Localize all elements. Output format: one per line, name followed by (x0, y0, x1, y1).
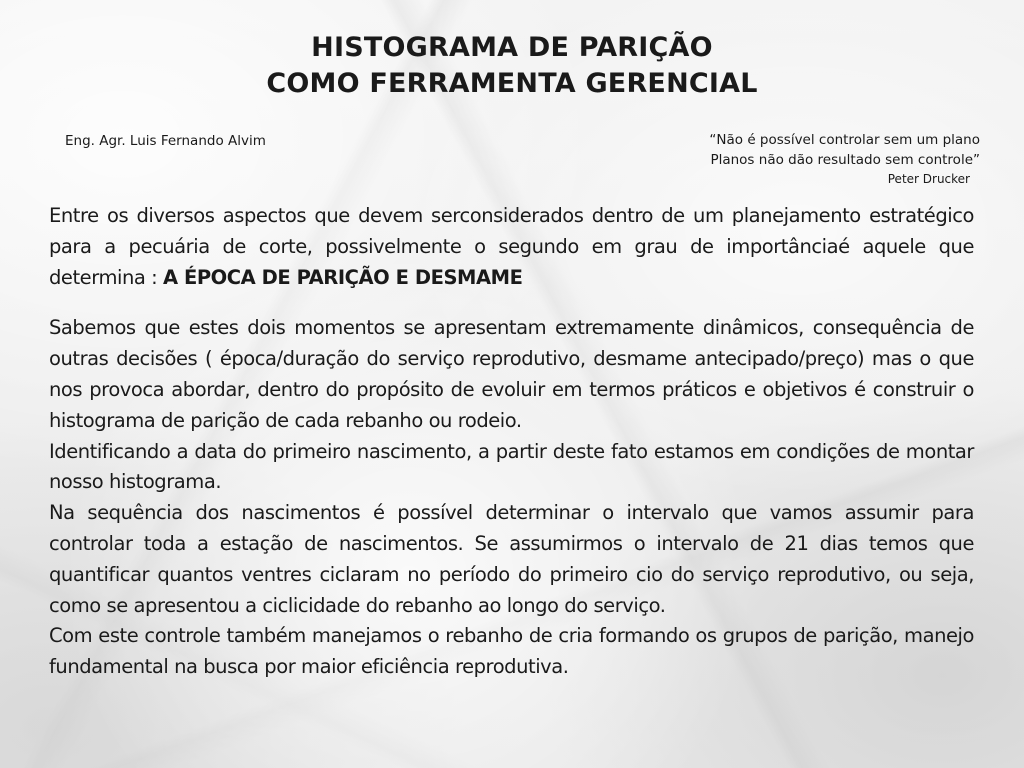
title-line-1: HISTOGRAMA DE PARIÇÃO (311, 32, 713, 63)
quote-line-2: Planos não dão resultado sem controle” (710, 152, 980, 168)
quote-line-1: “Não é possível controlar sem um plano (709, 132, 980, 148)
paragraph-4: Na sequência dos nascimentos é possível determinar o intervalo que vamos assumir para controlar toda a estação de nascimentos. Se assumirmos o intervalo de 21 dias temos que quantificar quantos ventres ciclaram no período do primeiro cio do serviço reprodutivo, ou seja, como se apresentou a ciclicidade do rebanho ao longo do serviço. (49, 501, 974, 617)
paragraph-3: Identificando a data do primeiro nascimento, a partir deste fato estamos em condições de montar nosso histograma. (49, 439, 974, 494)
document-title (0, 30, 1024, 102)
epigraph-quote (690, 130, 980, 188)
author-credit: Eng. Agr. Luis Fernando Alvim (65, 133, 266, 149)
paragraph-intro (49, 201, 974, 293)
paragraph-intro-text: Entre os diversos aspectos que devem serconsiderados dentro de um planejamento estratégico para a pecuária de corte, possivelmente o segundo em grau de importânciaé aquele que determina : (49, 204, 974, 289)
article-body (49, 201, 974, 683)
paragraph-intro-emphasis: A ÉPOCA DE PARIÇÃO E DESMAME (162, 265, 523, 289)
quote-author: Peter Drucker (887, 172, 970, 186)
paragraph-2: Sabemos que estes dois momentos se apresentam extremamente dinâmicos, consequência de outras decisões ( época/duração do serviço reprodutivo, desmame antecipado/preço) mas o que nos provoca abordar, dentro do propósito de evoluir em termos práticos e objetivos é construir o histograma de parição de cada rebanho ou rodeio. (49, 316, 974, 432)
paragraph-5: Com este controle também manejamos o rebanho de cria formando os grupos de parição, manejo fundamental na busca por maior eficiência reprodutiva. (49, 624, 974, 679)
title-line-2: COMO FERRAMENTA GERENCIAL (266, 68, 758, 99)
